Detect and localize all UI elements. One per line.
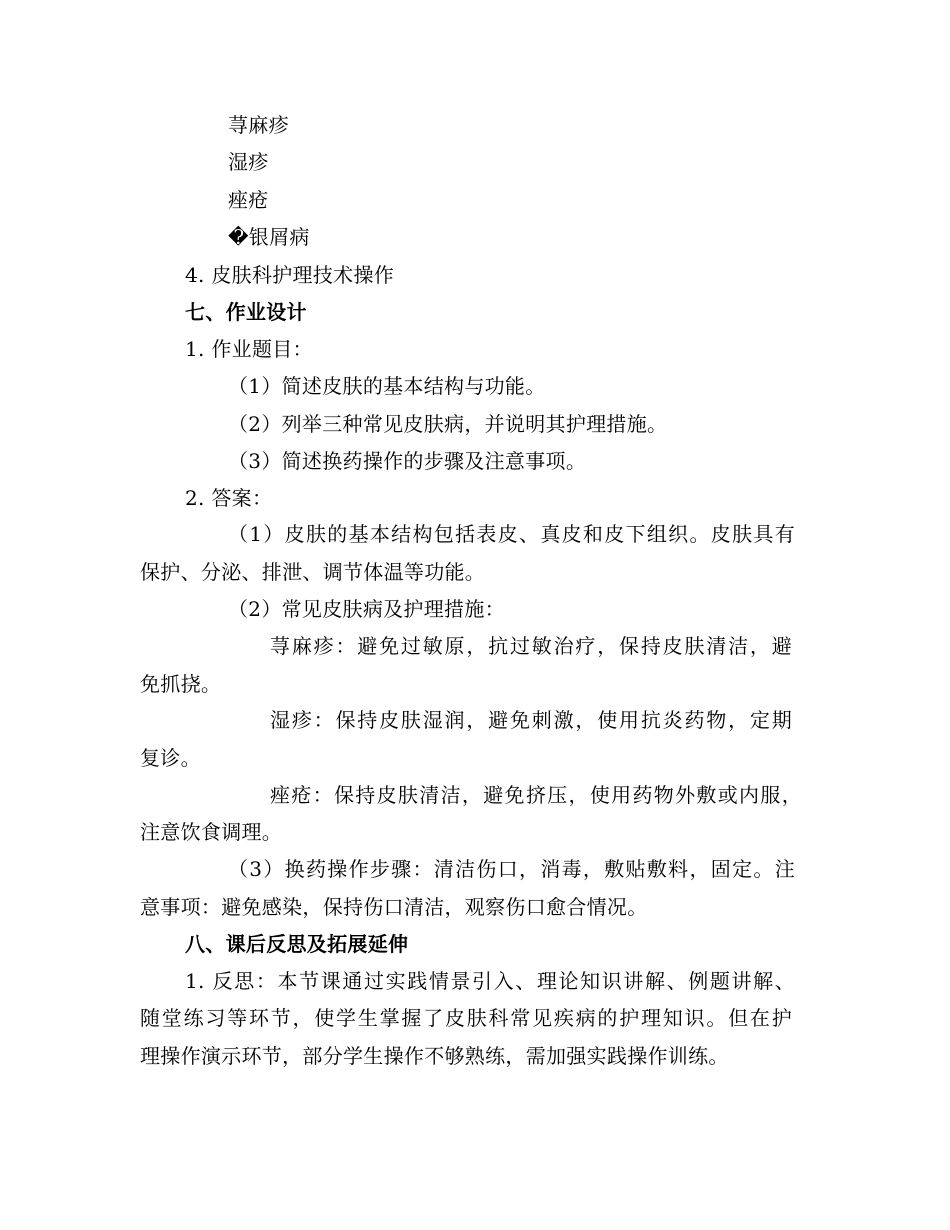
homework-question-3: （3）简述换药操作的步骤及注意事项。 — [228, 449, 587, 473]
reflection-line-3: 理操作演示环节，部分学生操作不够熟练，需加强实践操作训练。 — [140, 1044, 729, 1068]
section-7-heading: 七、作业设计 — [185, 300, 307, 324]
homework-title: 1. 作业题目： — [185, 337, 313, 361]
list-item-acne: 痤疮 — [228, 188, 269, 212]
reflection-line-1: 1. 反思：本节课通过实践情景引入、理论知识讲解、例题讲解、 — [185, 969, 795, 993]
list-item-nursing-operations: 4. 皮肤科护理技术操作 — [185, 263, 395, 287]
homework-question-2: （2）列举三种常见皮肤病，并说明其护理措施。 — [228, 412, 668, 436]
answer-1-line-2: 保护、分泌、排泄、调节体温等功能。 — [140, 560, 486, 584]
answer-3-line-1: （3）换药操作步骤：清洁伤口，消毒，敷贴敷料，固定。注 — [228, 857, 795, 881]
answers-title: 2. 答案： — [185, 486, 273, 510]
answer-urticaria-line-1: 荨麻疹：避免过敏原，抗过敏治疗，保持皮肤清洁，避 — [270, 634, 792, 658]
answer-eczema-line-2: 复诊。 — [140, 746, 201, 770]
answer-eczema-line-1: 湿疹：保持皮肤湿润，避免刺激，使用抗炎药物，定期 — [270, 708, 792, 732]
answer-acne-line-1: 痤疮：保持皮肤清洁，避免挤压，使用药物外敷或内服， — [270, 783, 802, 807]
answer-1-line-1: （1）皮肤的基本结构包括表皮、真皮和皮下组织。皮肤具有 — [228, 522, 795, 546]
answer-2-title: （2）常见皮肤病及护理措施： — [228, 597, 505, 621]
answer-3-line-2: 意事项：避免感染，保持伤口清洁，观察伤口愈合情况。 — [140, 895, 648, 919]
homework-question-1: （1）简述皮肤的基本结构与功能。 — [228, 374, 546, 398]
list-item-urticaria: 荨麻疹 — [228, 113, 289, 137]
list-item-psoriasis: �银屑病 — [228, 225, 310, 249]
answer-urticaria-line-2: 免抓挠。 — [140, 672, 222, 696]
reflection-line-2: 随堂练习等环节，使学生掌握了皮肤科常见疾病的护理知识。但在护 — [140, 1006, 792, 1030]
section-8-heading: 八、课后反思及拓展延伸 — [185, 932, 409, 956]
list-item-eczema: 湿疹 — [228, 150, 269, 174]
answer-acne-line-2: 注意饮食调理。 — [140, 820, 283, 844]
